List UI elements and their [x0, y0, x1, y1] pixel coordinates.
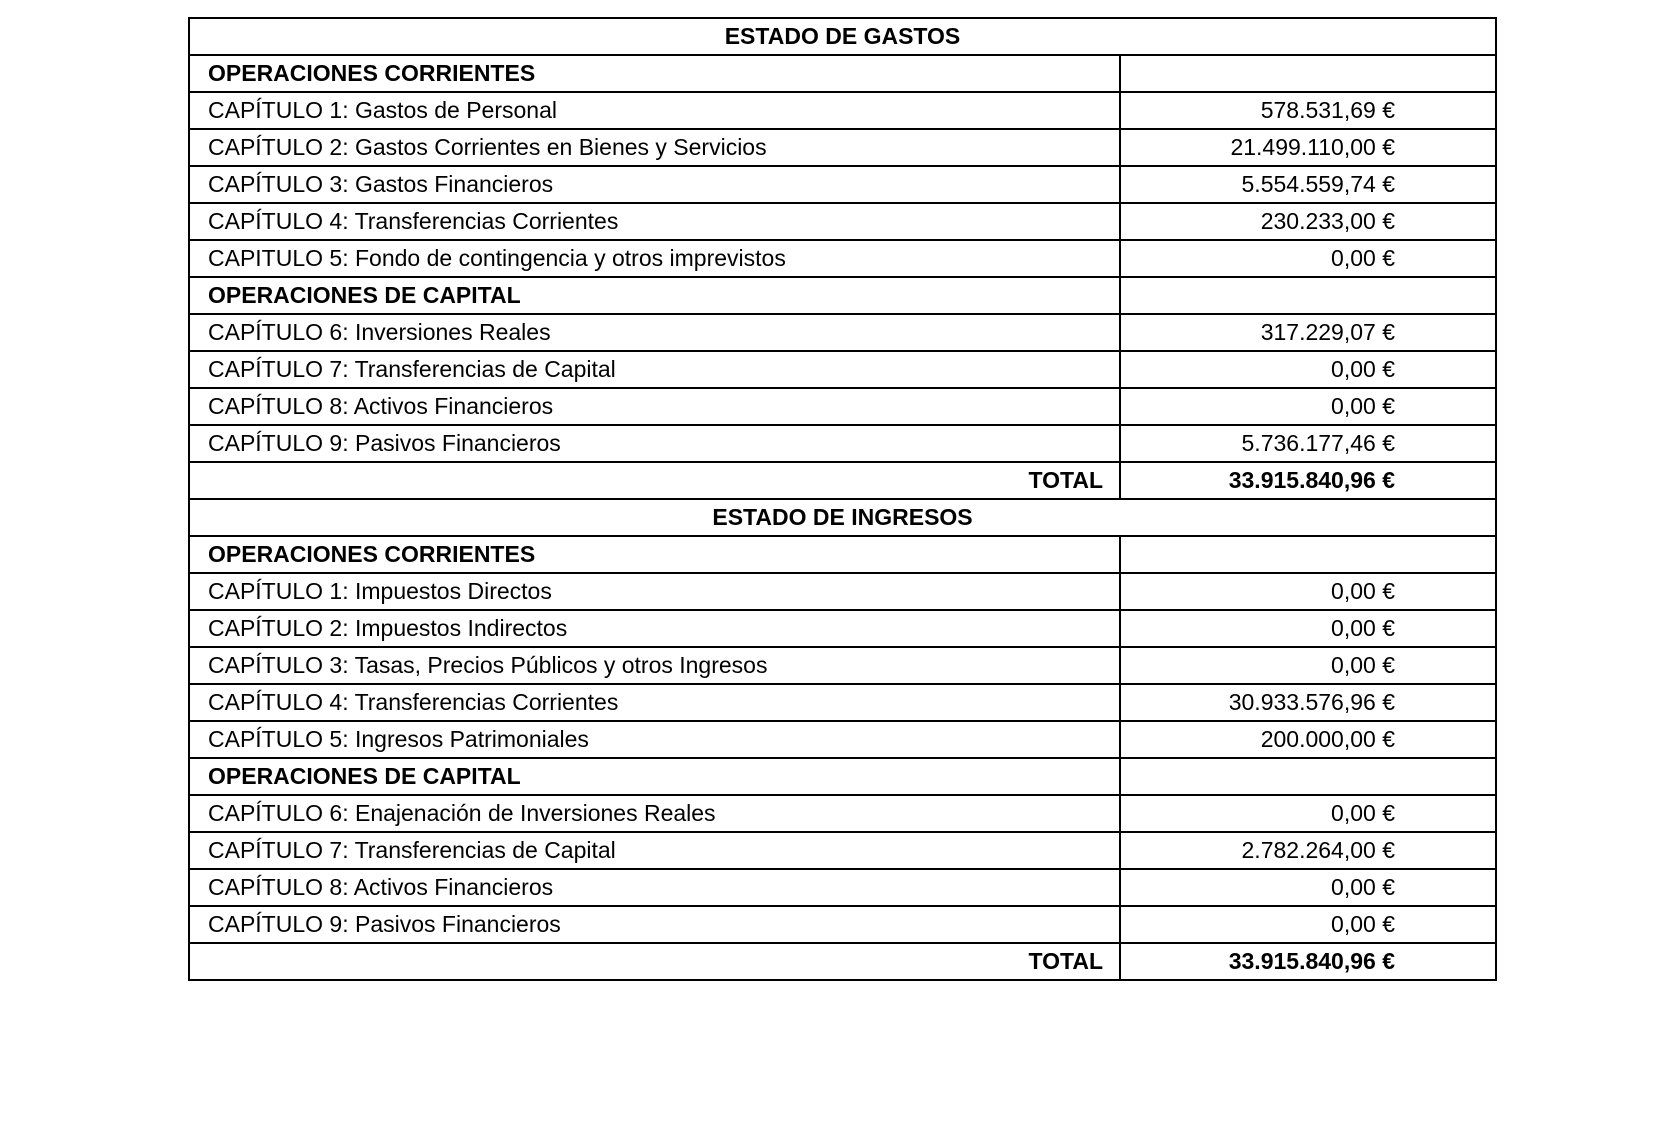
- row-value: 200.000,00 €: [1120, 721, 1496, 758]
- empty-value-cell: [1120, 277, 1496, 314]
- section-title: ESTADO DE INGRESOS: [189, 499, 1496, 536]
- row-value: 2.782.264,00 €: [1120, 832, 1496, 869]
- section-title: ESTADO DE GASTOS: [189, 18, 1496, 55]
- table-row: [189, 610, 1496, 647]
- total-value: 33.915.840,96 €: [1120, 943, 1496, 980]
- section-heading-row: [189, 55, 1496, 92]
- section-heading: OPERACIONES CORRIENTES: [189, 536, 1120, 573]
- table-row: [189, 129, 1496, 166]
- table-row: [189, 573, 1496, 610]
- row-value: 317.229,07 €: [1120, 314, 1496, 351]
- total-row: [189, 462, 1496, 499]
- total-value: 33.915.840,96 €: [1120, 462, 1496, 499]
- row-value: 0,00 €: [1120, 388, 1496, 425]
- row-value: 0,00 €: [1120, 906, 1496, 943]
- row-label: CAPÍTULO 6: Enajenación de Inversiones Reales: [189, 795, 1120, 832]
- row-value: 30.933.576,96 €: [1120, 684, 1496, 721]
- section-heading-row: [189, 758, 1496, 795]
- row-value: 0,00 €: [1120, 647, 1496, 684]
- section-heading: OPERACIONES DE CAPITAL: [189, 277, 1120, 314]
- table-row: [189, 425, 1496, 462]
- section-heading: OPERACIONES CORRIENTES: [189, 55, 1120, 92]
- table-row: [189, 351, 1496, 388]
- table-row: [189, 388, 1496, 425]
- budget-table: [188, 17, 1497, 981]
- table-row: [189, 166, 1496, 203]
- table-row: [189, 721, 1496, 758]
- table-row: [189, 832, 1496, 869]
- row-label: CAPÍTULO 7: Transferencias de Capital: [189, 832, 1120, 869]
- row-value: 230.233,00 €: [1120, 203, 1496, 240]
- row-label: CAPÍTULO 7: Transferencias de Capital: [189, 351, 1120, 388]
- table-row: [189, 314, 1496, 351]
- table-row: [189, 684, 1496, 721]
- gastos-title-row: [189, 18, 1496, 55]
- empty-value-cell: [1120, 536, 1496, 573]
- row-label: CAPÍTULO 9: Pasivos Financieros: [189, 425, 1120, 462]
- ingresos-title-row: [189, 499, 1496, 536]
- total-row: [189, 943, 1496, 980]
- table-row: [189, 92, 1496, 129]
- section-heading-row: [189, 536, 1496, 573]
- table-row: [189, 869, 1496, 906]
- table-row: [189, 795, 1496, 832]
- total-label: TOTAL: [189, 943, 1120, 980]
- row-value: 0,00 €: [1120, 795, 1496, 832]
- section-heading-row: [189, 277, 1496, 314]
- row-label: CAPÍTULO 3: Tasas, Precios Públicos y otros Ingresos: [189, 647, 1120, 684]
- empty-value-cell: [1120, 55, 1496, 92]
- row-label: CAPITULO 5: Fondo de contingencia y otros imprevistos: [189, 240, 1120, 277]
- total-label: TOTAL: [189, 462, 1120, 499]
- row-label: CAPÍTULO 1: Gastos de Personal: [189, 92, 1120, 129]
- row-label: CAPÍTULO 4: Transferencias Corrientes: [189, 203, 1120, 240]
- section-heading: OPERACIONES DE CAPITAL: [189, 758, 1120, 795]
- row-label: CAPÍTULO 8: Activos Financieros: [189, 869, 1120, 906]
- row-label: CAPÍTULO 5: Ingresos Patrimoniales: [189, 721, 1120, 758]
- row-value: 578.531,69 €: [1120, 92, 1496, 129]
- empty-value-cell: [1120, 758, 1496, 795]
- row-label: CAPÍTULO 8: Activos Financieros: [189, 388, 1120, 425]
- row-value: 0,00 €: [1120, 610, 1496, 647]
- row-label: CAPÍTULO 6: Inversiones Reales: [189, 314, 1120, 351]
- row-value: 0,00 €: [1120, 240, 1496, 277]
- table-row: [189, 647, 1496, 684]
- row-value: 0,00 €: [1120, 351, 1496, 388]
- row-label: CAPÍTULO 2: Gastos Corrientes en Bienes y Servicios: [189, 129, 1120, 166]
- row-label: CAPÍTULO 9: Pasivos Financieros: [189, 906, 1120, 943]
- row-label: CAPÍTULO 2: Impuestos Indirectos: [189, 610, 1120, 647]
- table-row: [189, 240, 1496, 277]
- row-label: CAPÍTULO 3: Gastos Financieros: [189, 166, 1120, 203]
- row-value: 5.736.177,46 €: [1120, 425, 1496, 462]
- row-value: 5.554.559,74 €: [1120, 166, 1496, 203]
- row-label: CAPÍTULO 1: Impuestos Directos: [189, 573, 1120, 610]
- table-row: [189, 203, 1496, 240]
- row-label: CAPÍTULO 4: Transferencias Corrientes: [189, 684, 1120, 721]
- row-value: 0,00 €: [1120, 869, 1496, 906]
- row-value: 0,00 €: [1120, 573, 1496, 610]
- table-row: [189, 906, 1496, 943]
- row-value: 21.499.110,00 €: [1120, 129, 1496, 166]
